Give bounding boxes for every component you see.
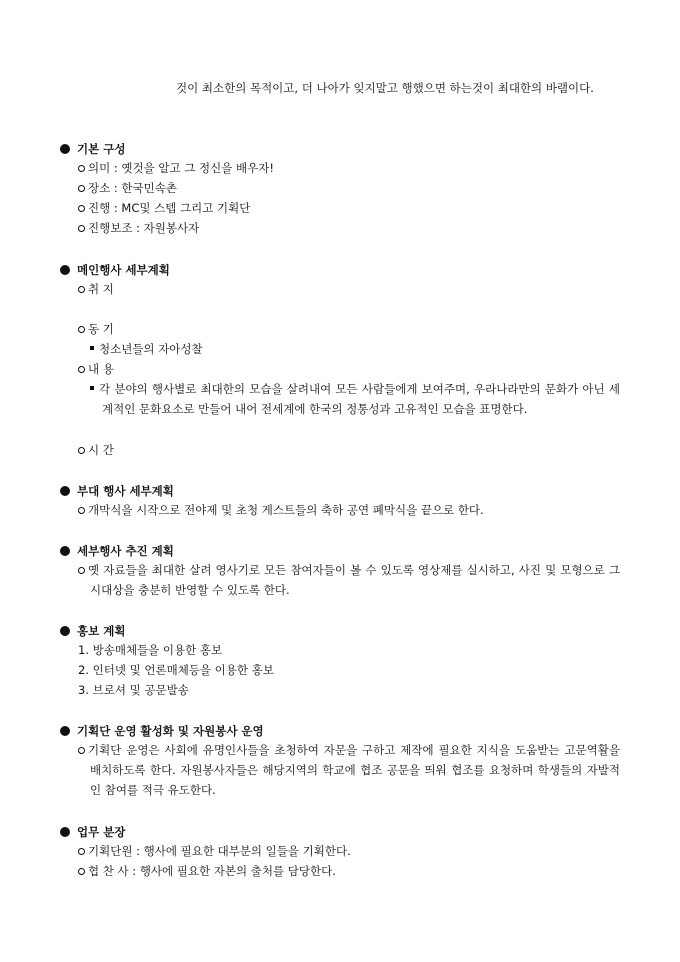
circle-bullet-icon — [78, 205, 85, 212]
intro-paragraph: 것이 최소한의 목적이고, 더 나아가 잊지말고 행했으면 하는것이 최대한의 바램이다. — [176, 81, 594, 95]
detail-event-text: 옛 자료들을 최대한 살려 영사기로 모든 참여자들이 볼 수 있도록 영상제를 실시하고, 사진 및 모형으로 그 시대상을 충분히 반영할 수 있도록 한다. — [78, 560, 620, 600]
circle-bullet-icon — [78, 185, 85, 192]
basic-item: 진행 : MC및 스텝 그리고 기획단 — [78, 198, 250, 218]
bullet-dot-icon — [60, 486, 70, 496]
circle-bullet-icon — [78, 848, 85, 855]
circle-bullet-icon — [78, 286, 85, 293]
duties-item: 기획단원 : 행사에 필요한 대부분의 일들을 기획한다. — [78, 841, 351, 861]
circle-bullet-icon — [78, 225, 85, 232]
bullet-dot-icon — [60, 546, 70, 556]
circle-bullet-icon — [78, 447, 85, 454]
section-main-event-heading: 메인행사 세부계획 — [60, 261, 170, 279]
bullet-dot-icon — [60, 726, 70, 736]
main-event-purpose: 취 지 — [78, 279, 114, 299]
promo-item: 1. 방송매체들을 이용한 홍보 — [78, 643, 223, 657]
promo-item: 2. 인터넷 및 언론매체등을 이용한 홍보 — [78, 663, 274, 677]
circle-bullet-icon — [78, 366, 85, 373]
circle-bullet-icon — [78, 326, 85, 333]
main-event-motive: 동 기 — [78, 319, 114, 339]
bullet-dot-icon — [60, 827, 70, 837]
duties-item: 협 찬 사 : 행사에 필요한 자본의 출처를 담당한다. — [78, 861, 336, 881]
main-event-content-bullet: 각 분야의 행사별로 최대한의 모습을 살려내여 모든 사람들에게 보여주며, 우라나라만의 문화가 아닌 세계적인 문화요소로 만들어 내어 전세계에 한국의 정통성과 고유적인 모습을 표명한다. — [90, 379, 620, 419]
circle-bullet-icon — [78, 507, 85, 514]
circle-bullet-icon — [78, 868, 85, 875]
main-event-content: 내 용 — [78, 359, 114, 379]
section-side-event-heading: 부대 행사 세부계획 — [60, 482, 174, 500]
section-detail-event-heading: 세부행사 추진 계획 — [60, 542, 174, 560]
basic-item: 의미 : 옛것을 알고 그 정신을 배우자! — [78, 158, 274, 178]
section-operation-heading: 기획단 운영 활성화 및 자원봉사 운영 — [60, 722, 264, 740]
section-basic-heading: 기본 구성 — [60, 140, 125, 158]
bullet-dot-icon — [60, 626, 70, 636]
circle-bullet-icon — [78, 747, 85, 754]
basic-item: 장소 : 한국민속촌 — [78, 178, 177, 198]
main-event-motive-bullet: 청소년들의 자아성찰 — [90, 339, 203, 359]
circle-bullet-icon — [78, 165, 85, 172]
square-bullet-icon — [90, 386, 94, 390]
side-event-text: 개막식을 시작으로 전야제 및 초청 게스트들의 축하 공연 폐막식을 끝으로 한다. — [78, 500, 484, 520]
bullet-dot-icon — [60, 265, 70, 275]
square-bullet-icon — [90, 346, 94, 350]
circle-bullet-icon — [78, 567, 85, 574]
basic-item: 진행보조 : 자원봉사자 — [78, 218, 199, 238]
main-event-time: 시 간 — [78, 440, 114, 460]
section-promo-heading: 홍보 계획 — [60, 622, 125, 640]
section-duties-heading: 업무 분장 — [60, 823, 125, 841]
operation-text: 기획단 운영은 사회에 유명인사들을 초청하여 자문을 구하고 제작에 필요한 지식을 도움받는 고문역활을 배치하도록 한다. 자원봉사자들은 해당지역의 학교에 협조 공문을 띄워 협조를 요청하며 학생들의 자발적인 참여를 적극 유도한다. — [78, 740, 620, 800]
promo-item: 3. 브로셔 및 공문발송 — [78, 683, 189, 697]
bullet-dot-icon — [60, 144, 70, 154]
